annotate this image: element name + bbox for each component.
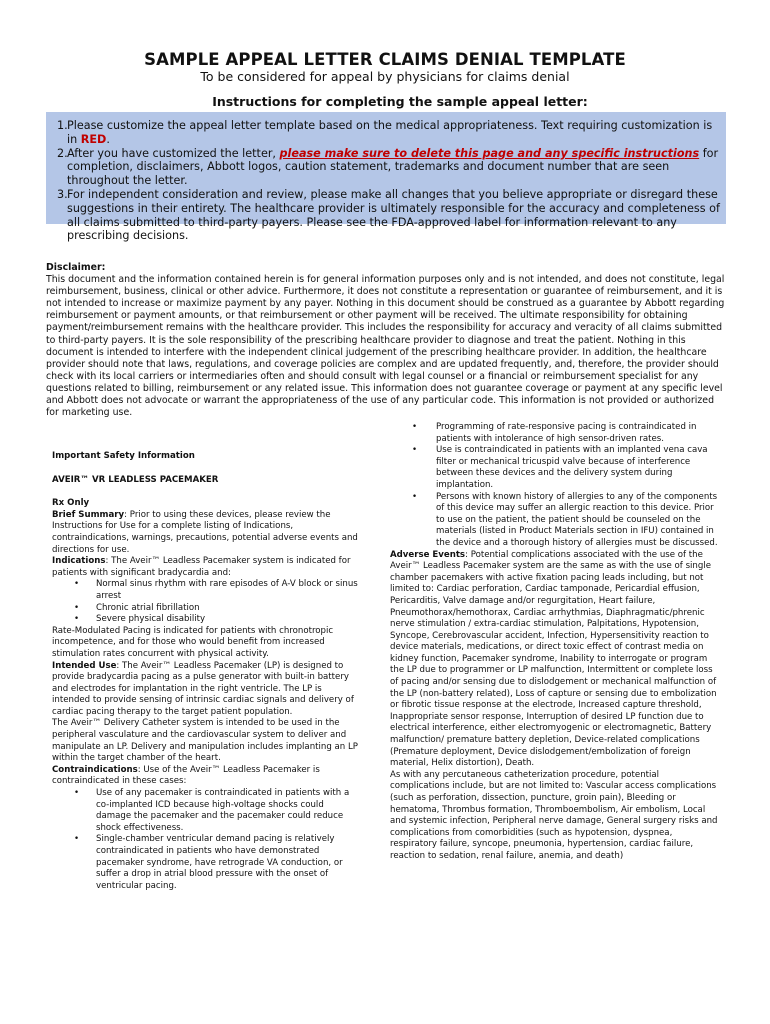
instruction-text: Please customize the appeal letter template based on the medical appropriateness. Text requiring customization is in <box>67 119 713 146</box>
disclaimer-text: This document and the information contained herein is for general information purposes only and is not intended, and does not constitute, legal reimbursement, business, clinical or other advice. Furthermore, it does not constitute a representation or guarantee of reimbursement, and it is not intended to increase or maximize payment by any payer. Nothing in this document should be construed as a guarantee by Abbott regarding reimbursement or payment amounts, or that reimbursement or other payment will be received. The ultimate responsibility for obtaining payment/reimbursement remains with the healthcare provider. This includes the responsibility for accuracy and veracity of all claims submitted to third-party payers. It is the sole responsibility of the prescribing healthcare provider to diagnose and treat the patient. Nothing in this document is intended to interfere with the independent clinical judgement of the prescribing healthcare provider. In addition, the healthcare provider should note that laws, regulations, and coverage policies are complex and are updated frequently, and, therefore, the provider should check with its local carriers or intermediaries often and should consult with legal counsel or a financial or reimbursement specialist for any questions related to billing, reimbursement or any related issue. This information does not guarantee coverage or payment at any specific level and Abbott does not advocate or warrant the appropriateness of the use of any particular code. This information is not provided or authorized for marketing use. <box>46 274 725 419</box>
percutaneous-text: As with any percutaneous catheterization procedure, potential complications include, but are not limited to: Vascular access complications (such as perforation, dissection, puncture, groin pain), Bleeding or hematoma, Thrombus formation, Thromboembolism, Air embolism, Local and systemic infection, Peripheral nerve damage, General surgery risks and complications from comorbidities (such as hypotension, dyspnea, respiratory failure, syncope, pneumonia, hypertension, cardiac failure, reaction to sedation, renal failure, anemia, and death) <box>390 769 718 861</box>
list-item: • Severe physical disability <box>52 614 358 626</box>
instruction-item-2 <box>57 147 725 188</box>
list-item: • Normal sinus rhythm with rare episodes of A-V block or sinus arrest <box>52 579 358 602</box>
instructions-list <box>57 119 725 243</box>
instruction-number: 3. <box>57 187 68 201</box>
adverse-events-label: Adverse Events <box>390 549 466 560</box>
instructions-heading: Instructions for completing the sample appeal letter: <box>212 94 588 109</box>
instruction-red-text: RED <box>80 132 107 146</box>
safety-right-column <box>390 422 720 863</box>
contraindications-label: Contraindications <box>52 764 138 775</box>
list-item: • Use is contraindicated in patients with an implanted vena cava filter or mechanical tricuspid valve because of interference between these devices and the delivery system during implantation. <box>390 445 720 491</box>
disclaimer-heading: Disclaimer: <box>46 262 106 273</box>
indications-text: : The Aveir™ Leadless Pacemaker system is indicated for patients with significant bradycardia and: <box>52 556 351 578</box>
brief-summary <box>52 510 358 556</box>
contraindications-text: : Use of the Aveir™ Leadless Pacemaker is contraindicated in these cases: <box>52 764 320 787</box>
product-name: AVEIR™ VR LEADLESS PACEMAKER <box>52 474 219 485</box>
list-item: • Use of any pacemaker is contraindicated in patients with a co-implanted ICD because high-voltage shocks could damage the pacemaker and the pacemaker could reduce shock effectiveness. <box>52 788 358 834</box>
contraindications-continued-list <box>390 422 720 550</box>
adverse-events <box>390 550 720 770</box>
intended-use <box>52 661 358 719</box>
indications <box>52 556 358 579</box>
safety-left-column <box>52 451 358 892</box>
list-item: • Programming of rate-responsive pacing is contraindicated in patients with intolerance of high sensor-driven rates. <box>390 422 720 445</box>
safety-heading: Important Safety Information <box>52 451 195 461</box>
contraindications <box>52 765 358 788</box>
list-item: • Single-chamber ventricular demand pacing is relatively contraindicated in patients who have demonstrated pacemaker syndrome, have retrograde VA conduction, or suffer a drop in atrial blood pressure with the onset of ventricular pacing. <box>52 834 358 892</box>
brief-summary-label: Brief Summary <box>52 509 125 520</box>
instruction-text-end: . <box>106 132 110 146</box>
instruction-text: After you have customized the letter, <box>67 146 280 160</box>
instruction-item-3 <box>57 188 725 243</box>
indications-list <box>52 579 358 625</box>
document-subtitle: To be considered for appeal by physicians for claims denial <box>200 69 570 84</box>
instruction-text: For independent consideration and review, please make all changes that you believe appropriate or disregard these suggestions in their entirety. The healthcare provider is ultimately responsible for the accuracy and completeness of all claims submitted to third-party payers. Please see the FDA-approved label for information relevant to any prescribing decisions. <box>67 187 720 243</box>
list-item: • Persons with known history of allergies to any of the components of this device may suffer an allergic reaction to this device. Prior to use on the patient, the patient should be counseled on the materials (listed in Product Materials section in IFU) contained in the device and a thorough history of allergies must be discussed. <box>390 492 720 550</box>
intended-use-label: Intended Use <box>52 660 117 671</box>
intended-use-text: : The Aveir™ Leadless Pacemaker (LP) is designed to provide bradycardia pacing as a pulse generator with built-in battery and electrodes for implantation in the right ventricle. The LP is intended to provide sensing of intrinsic cardiac signals and delivery of cardiac pacing therapy to the target patient population. <box>52 660 354 717</box>
list-item: • Chronic atrial fibrillation <box>52 603 358 615</box>
indications-label: Indications <box>52 556 106 567</box>
instruction-red-link: please make sure to delete this page and any specific instructions <box>279 146 700 160</box>
rate-modulated-text: Rate-Modulated Pacing is indicated for patients with chronotropic incompetence, and for those who would benefit from increased stimulation rates concurrent with physical activity. <box>52 625 334 659</box>
disclaimer-section <box>46 262 726 419</box>
instruction-number: 2. <box>57 146 68 160</box>
delivery-catheter-text: The Aveir™ Delivery Catheter system is intended to be used in the peripheral vasculature and the cardiovascular system to deliver and manipulate an LP. Delivery and manipulation includes implanting an LP within the target chamber of the heart. <box>52 718 358 764</box>
instruction-text-end: for completion, disclaimers, Abbott logos, caution statement, trademarks and document number that are seen throughout the letter. <box>67 146 719 188</box>
rx-only: Rx Only <box>52 498 90 509</box>
adverse-events-text: : Potential complications associated with the use of the Aveir™ Leadless Pacemaker system are the same as with the use of single chamber pacemakers with active fixation pacing leads including, but not limited to: Cardiac perforation, Cardiac tamponade, Pericardial effusion, Pericarditis, Valve damage and/or regurgitation, Heart failure, Pneumothorax/hemothorax, Cardiac arrhythmias, Diaphragmatic/phrenic nerve stimulation / extra-cardiac stimulation, Palpitations, Hypotension, Syncope, Cerebrovascular accident, Infection, Hypersensitivity reaction to device materials, medications, or direct toxic effect of contrast media on kidney function, Pacemaker syndrome, Inability to interrogate or program the LP due to programmer or LP malfunction, Intermittent or complete loss of pacing and/or sensing due to dislodgement or mechanical malfunction of the LP (non-battery related), Loss of capture or sensing due to embolization or fibrotic tissue response at the electrode, Increased capture threshold, Inappropriate sensor response, Interruption of desired LP function due to electrical interference, either electromyogenic or electromagnetic, Battery malfunction/ premature battery depletion, Device-related complications (Premature deployment, Device dislodgement/embolization of foreign material, Helix distortion), Death. <box>390 549 717 769</box>
instruction-item-1 <box>57 119 725 147</box>
document-title: SAMPLE APPEAL LETTER CLAIMS DENIAL TEMPLATE <box>144 50 626 69</box>
contraindications-list <box>52 788 358 892</box>
instruction-number: 1. <box>57 119 68 132</box>
brief-summary-text: : Prior to using these devices, please review the Instructions for Use for a complete listing of Indications, contraindications, warnings, precautions, potential adverse events and directions for use. <box>52 509 358 555</box>
